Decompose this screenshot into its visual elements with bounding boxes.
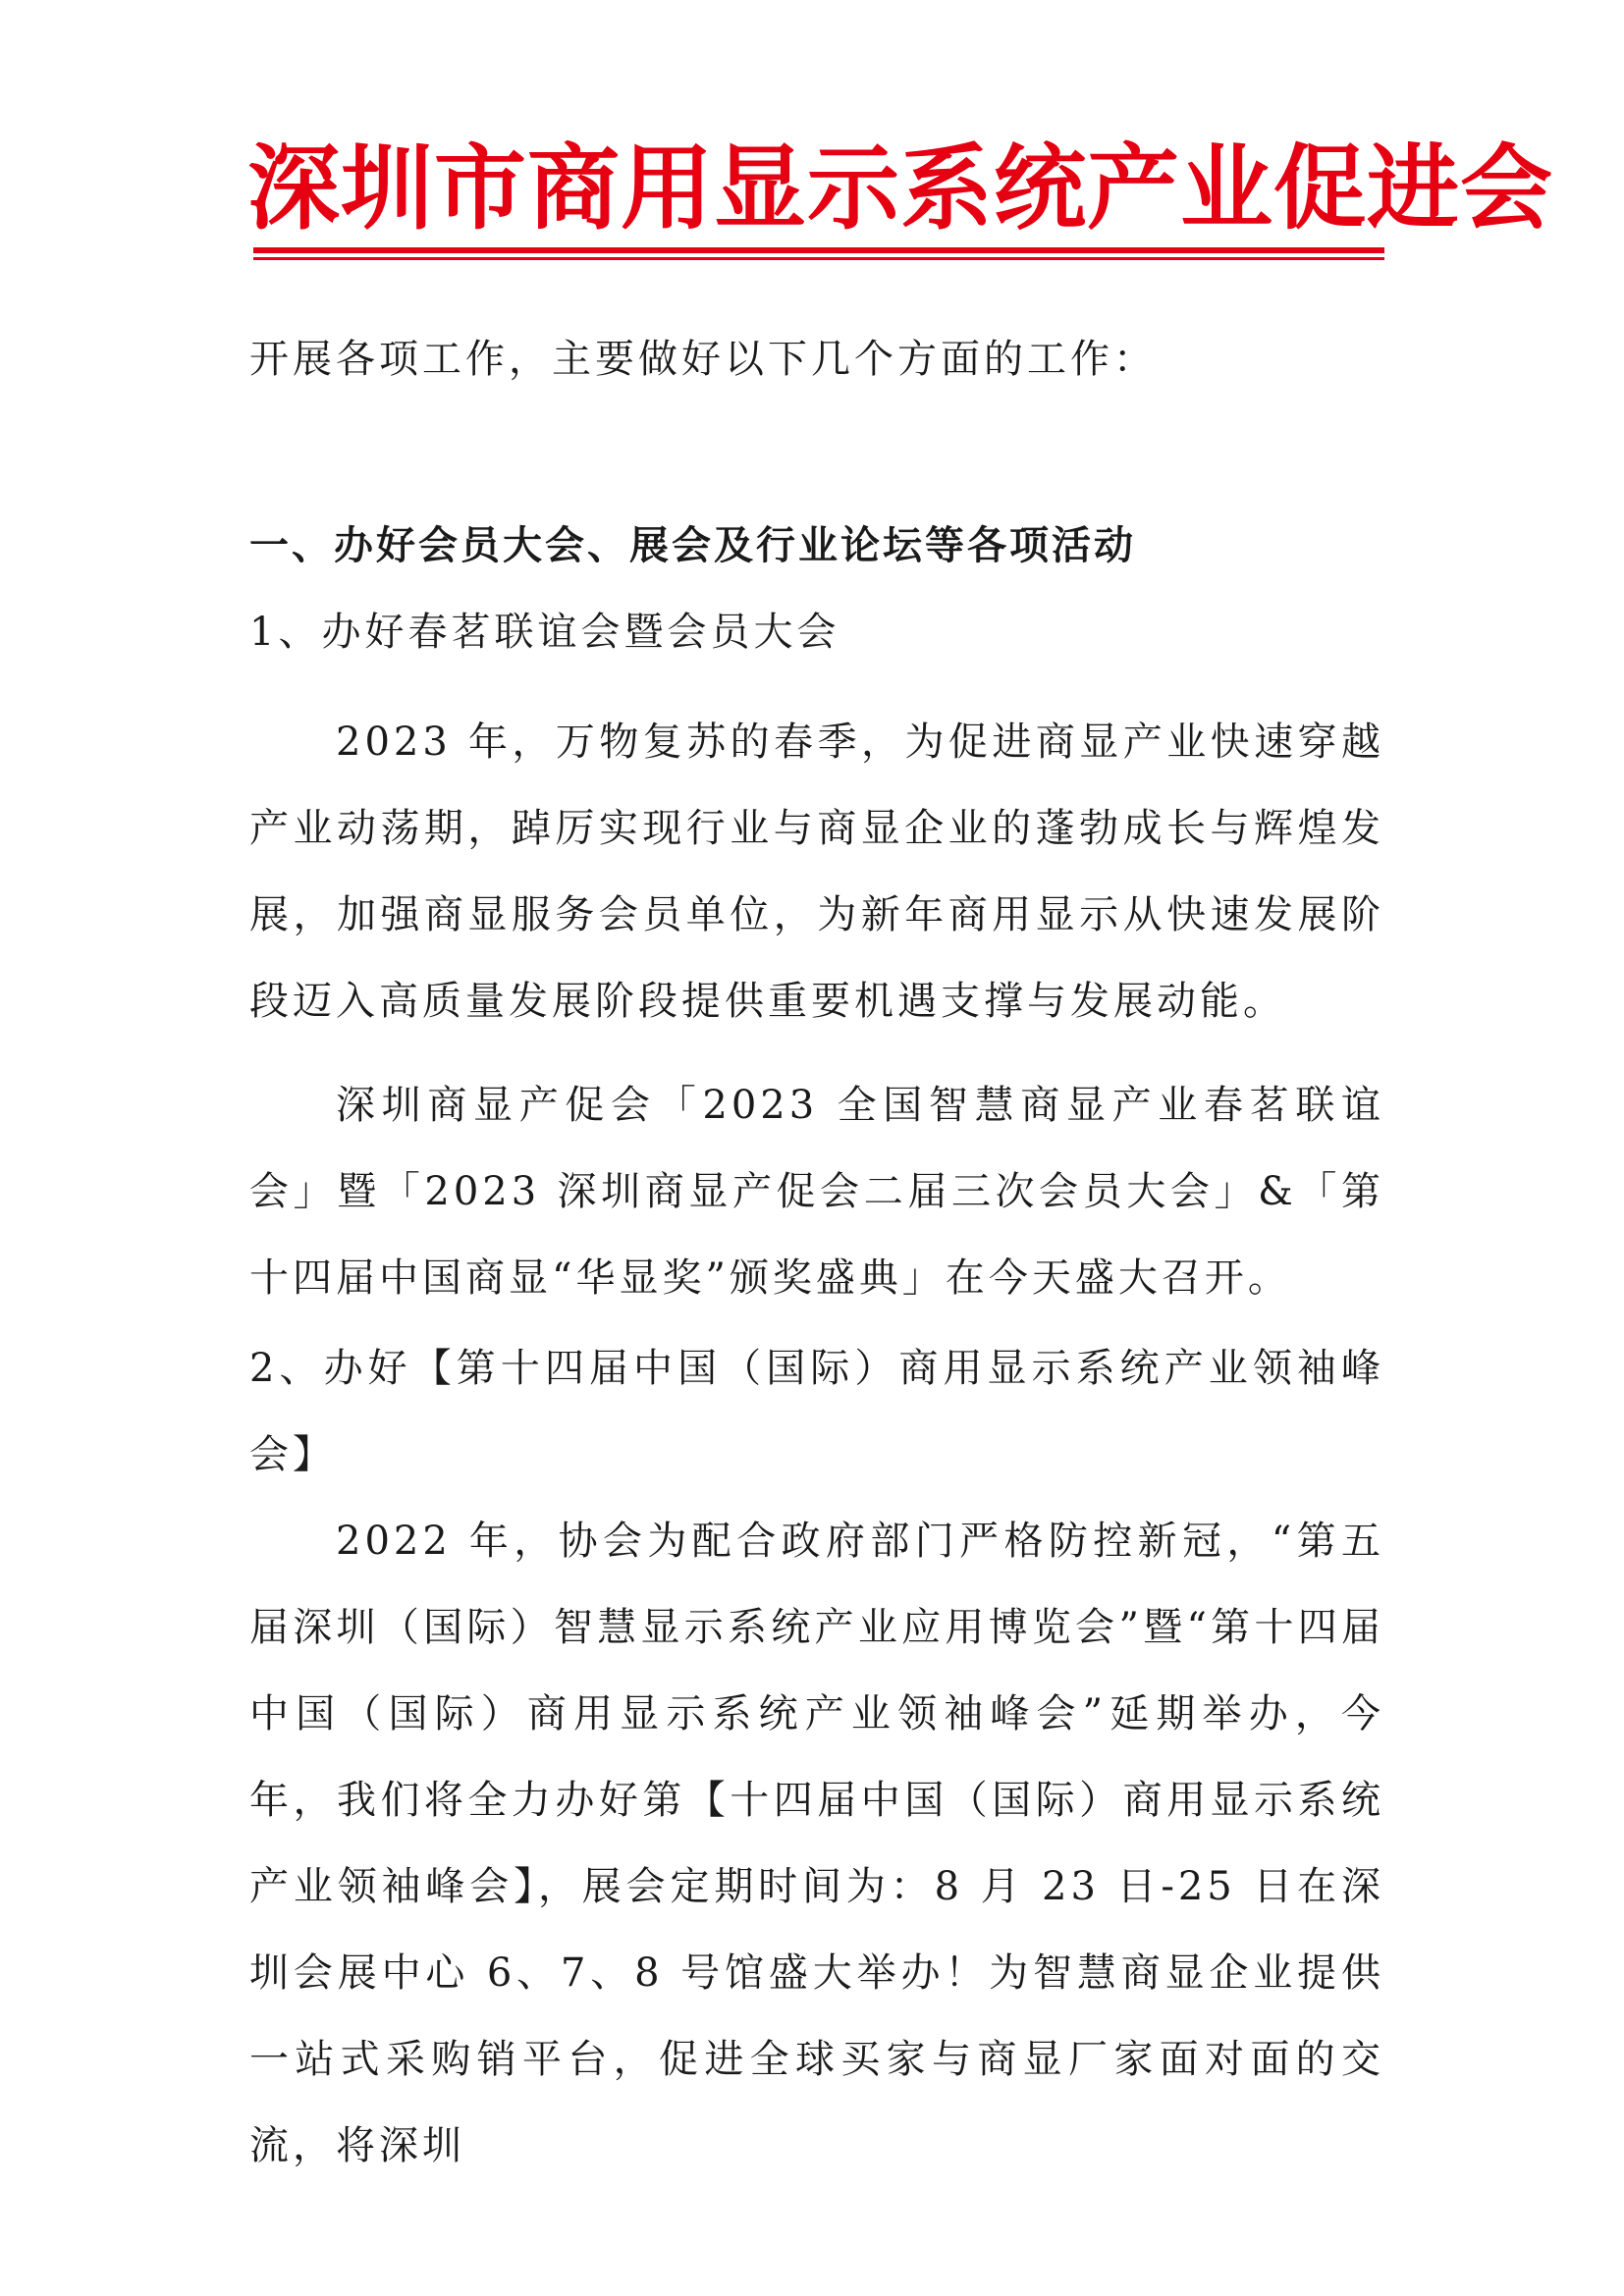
letterhead-rule-thin bbox=[253, 257, 1384, 260]
paragraph-1: 2023 年，万物复苏的春季，为促进商显产业快速穿越产业动荡期，踔厉实现行业与商显企业的蓬勃成长与辉煌发展，加强商显服务会员单位，为新年商用显示从快速发展阶段迈入高质量发展阶段提供重要机遇支撑与发展动能。 bbox=[249, 720, 1384, 1024]
paragraph-2: 深圳商显产促会「2023 全国智慧商显产业春茗联谊会」暨「2023 深圳商显产促会二届三次会员大会」&「第十四届中国商显“华显奖”颁奖盛典」在今天盛大召开。 bbox=[249, 1083, 1384, 1301]
item-1-heading: 1、办好春茗联谊会暨会员大会 bbox=[249, 610, 840, 655]
section-1-heading: 一、办好会员大会、展会及行业论坛等各项活动 bbox=[249, 523, 1136, 568]
paragraph-3: 2022 年，协会为配合政府部门严格防控新冠，“第五届深圳（国际）智慧显示系统产业应用博览会”暨“第十四届中国（国际）商用显示系统产业领袖峰会”延期举办，今年，我们将全力办好第【十四届中国（国际）商用显示系统产业领袖峰会】，展会定期时间为：8 月 23 日-25 日在深圳会展中心 6、7、8 号馆盛大举办！为智慧商显企业提供一站式采购销平台，促进全球买家与商显厂家面对面的交流，将深圳 bbox=[249, 1519, 1384, 2168]
letterhead-rule-thick bbox=[253, 247, 1384, 253]
item-2-heading: 2、办好【第十四届中国（国际）商用显示系统产业领袖峰会】 bbox=[249, 1346, 1384, 1477]
letterhead-title: 深圳市商用显示系统产业促进会 bbox=[247, 135, 1554, 242]
intro-line: 开展各项工作，主要做好以下几个方面的工作： bbox=[249, 337, 1157, 382]
